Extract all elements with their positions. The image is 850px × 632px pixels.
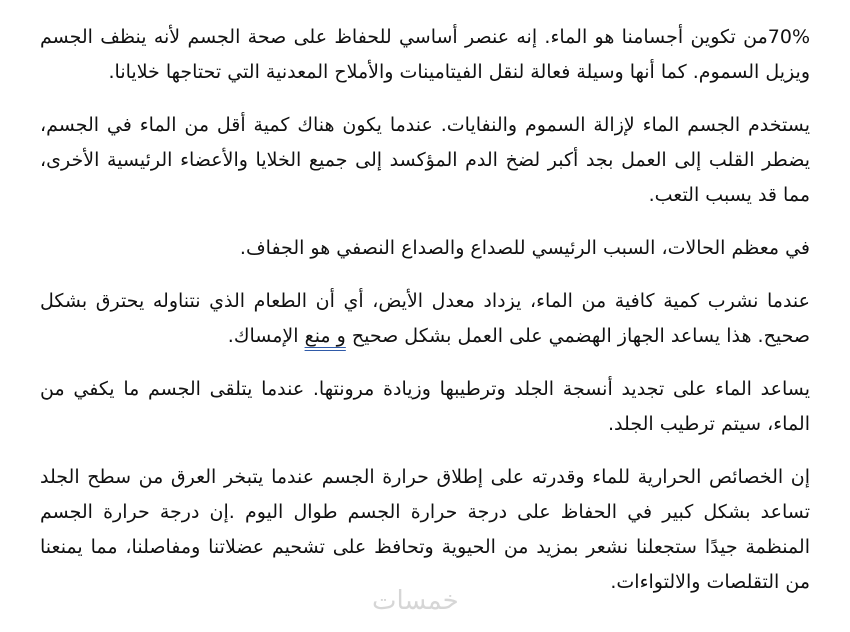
paragraph-toxin-removal: يستخدم الجسم الماء لإزالة السموم والنفايات. عندما يكون هناك كمية أقل من الماء في الجسم، يضطر القلب إلى العمل بجد أكبر لضخ الدم المؤكسد إلى جميع الخلايا والأعضاء الرئيسية الأخرى، مما قد يسبب التعب. <box>40 114 810 206</box>
underlined-word: و منع <box>304 325 346 347</box>
paragraph-water-composition: 70%من تكوين أجسامنا هو الماء. إنه عنصر أساسي للحفاظ على صحة الجسم لأنه ينظف الجسم ويزيل السموم. كما أنها وسيلة فعالة لنقل الفيتامينات والأملاح المعدنية التي تحتاجها خلايانا. <box>40 26 810 83</box>
paragraph-temperature: إن الخصائص الحرارية للماء وقدرته على إطلاق حرارة الجسم عندما يتبخر العرق من سطح الجلد تساعد بشكل كبير في الحفاظ على درجة حرارة الجسم طوال اليوم .إن درجة حرارة الجسم المنظمة جيدًا ستجعلنا نشعر بمزيد من الحيوية وتحافظ على تشحيم عضلاتنا ومفاصلنا، مما يمنعنا من التقلصات والالتواءات. <box>40 466 810 593</box>
paragraph-metabolism-text: عندما نشرب كمية كافية من الماء، يزداد معدل الأيض، أي أن الطعام الذي نتناوله يحترق بشكل صحيح. هذا يساعد الجهاز الهضمي على العمل بشكل صحيح <box>40 290 810 347</box>
paragraph-metabolism <box>40 284 810 354</box>
document-body <box>40 20 810 600</box>
watermark-logo: خمسات <box>372 586 459 616</box>
paragraph-metabolism-end: الإمساك. <box>227 325 305 347</box>
paragraph-headache: في معظم الحالات، السبب الرئيسي للصداع والصداع النصفي هو الجفاف. <box>239 237 810 259</box>
paragraph-skin: يساعد الماء على تجديد أنسجة الجلد وترطيبها وزيادة مرونتها. عندما يتلقى الجسم ما يكفي من الماء، سيتم ترطيب الجلد. <box>40 378 810 435</box>
